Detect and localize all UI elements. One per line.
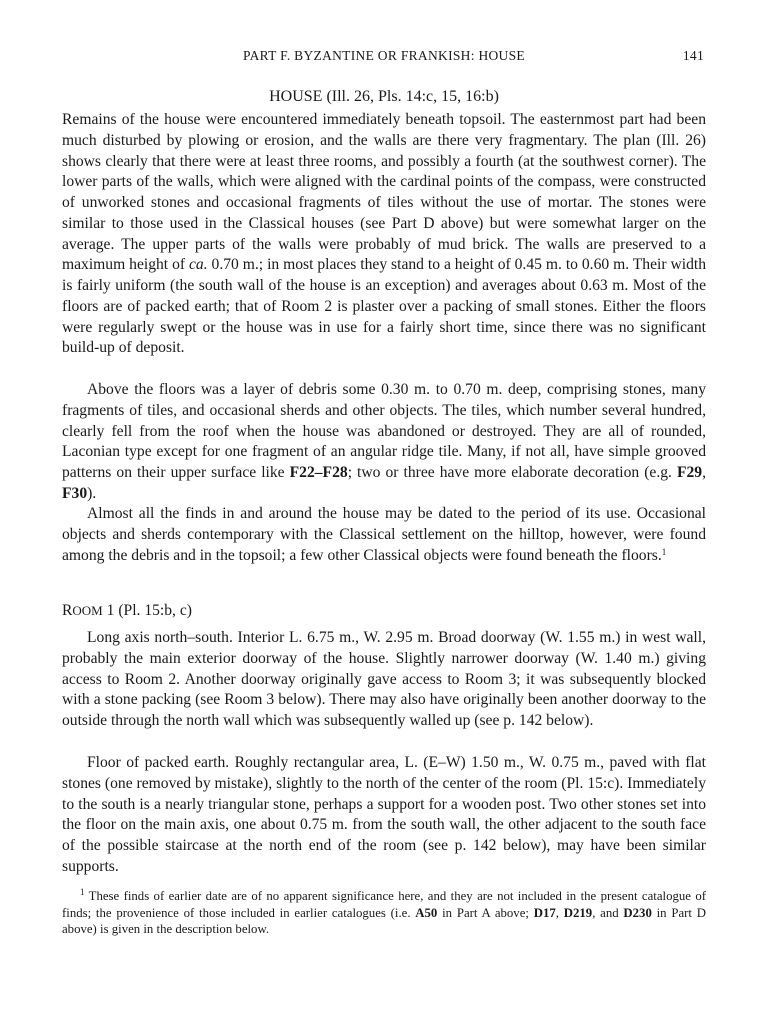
section-heading-word: OUSE	[280, 88, 323, 105]
footnote-1-marker: 1	[80, 887, 85, 897]
paragraph-2	[62, 380, 706, 505]
paragraph-3	[62, 504, 706, 566]
paragraph-1-text-b: 0.70 m.; in most places they stand to a height of 0.45 m. to 0.60 m. Their width is fairly uniform (the south wall of the house is an exception) and averages about 0.63 m. Most of the floors are of packed earth; that of Room 2 is plaster over a packing of small stones. Either the floors were regularly swept or the house was in use for a fairly short time, since there was no significant build-up of deposit.	[62, 256, 706, 357]
footnote-1-text-d: , and	[592, 905, 624, 920]
paragraph-2-text-b: ; two or three have more elaborate decoration (e.g.	[347, 464, 677, 481]
footnote-1-text-c: ,	[555, 905, 564, 920]
section-heading-cap: H	[269, 88, 281, 105]
paragraph-3-text: Almost all the finds in and around the house may be dated to the period of its use. Occasional objects and sherds contemporary with the Classical settlement on the hilltop, however, were found among the debris and in the topsoil; a few other Classical objects were found beneath the floors.	[62, 505, 706, 564]
room-1-heading-word: OOM	[72, 603, 103, 618]
page-number: 141	[682, 48, 704, 63]
room-1-heading-rest: 1 (Pl. 15:b, c)	[102, 602, 192, 619]
section-heading-refs: (Ill. 26, Pls. 14:c, 15, 16:b)	[326, 88, 499, 105]
footnote-1	[62, 888, 706, 938]
footnote-1-text-b: in Part A above;	[437, 905, 534, 920]
paragraph-3-footnote-marker: 1	[661, 546, 667, 557]
paragraph-2-text-a: Above the floors was a layer of debris some 0.30 m. to 0.70 m. deep, comprising stones, many fragments of tiles, and occasional sherds and other objects. The tiles, which number several hundred, clearly fell from the roof when the house was abandoned or destroyed. They are all of rounded, Laconian type except for one fragment of an angular ridge tile. Many, if not all, have simple grooved patterns on their upper surface like	[62, 381, 706, 481]
section-heading	[62, 88, 706, 106]
paragraph-1-text-a: Remains of the house were encountered immediately beneath topsoil. The easternmost part had been much disturbed by plowing or erosion, and the walls are there very fragmentary. The plan (Ill. 26) shows clearly that there were at least three rooms, and possibly a fourth (at the southwest corner). The lower parts of the walls, which were aligned with the cardinal points of the compass, were constructed of unworked stones and occasional fragments of tiles without the use of mortar. The stones were similar to those used in the Classical houses (see Part D above) but were somewhat larger on the average. The upper parts of the walls were probably of mud brick. The walls are preserved to a maximum height of	[62, 111, 706, 274]
footnote-ref-d219: D219	[563, 905, 593, 920]
paragraph-1-circa: ca.	[189, 256, 208, 274]
footnote-1-text-a: These finds of earlier date are of no apparent significance here, and they are not included in the present catalogue of finds; the provenience of those included in earlier catalogues (i.e.	[62, 889, 706, 920]
footnote-ref-d230: D230	[623, 905, 652, 920]
paragraph-2-text-d: ).	[87, 484, 97, 502]
paragraph-2-ref-f29: F29	[676, 464, 703, 481]
room-1-paragraph-1: Long axis north–south. Interior L. 6.75 m., W. 2.95 m. Broad doorway (W. 1.55 m.) in west wall, probably the main exterior doorway of the house. Slightly narrower doorway (W. 1.40 m.) giving access to Room 2. Another doorway originally gave access to Room 3; it was subsequently blocked with a stone packing (see Room 3 below). There may also have originally been another doorway to the outside through the north wall which was subsequently walled up (see p. 142 below).	[62, 629, 706, 729]
paragraph-1	[62, 110, 706, 359]
room-1-paragraph-2: Floor of packed earth. Roughly rectangular area, L. (E–W) 1.50 m., W. 0.75 m., paved with flat stones (one removed by mistake), slightly to the north of the center of the room (Pl. 15:c). Immediately to the south is a nearly triangular stone, perhaps a support for a wooden post. Two other stones set into the floor on the main axis, one about 0.75 m. from the south wall, the other adjacent to the south face of the possible staircase at the north end of the room (see p. 142 below), may have been similar supports.	[62, 754, 706, 875]
footnote-1-text-e: in Part D above) is given in the description below.	[62, 905, 706, 936]
room-1-heading	[62, 602, 192, 620]
paragraph-2-ref-f22-f28: F22–F28	[289, 464, 348, 481]
room-1-heading-cap: R	[62, 602, 73, 619]
running-head	[62, 48, 706, 68]
paragraph-2-text-c: ,	[702, 464, 707, 481]
paragraph-2-ref-f30: F30	[62, 484, 88, 502]
running-title: PART F. BYZANTINE OR FRANKISH: HOUSE	[243, 48, 525, 63]
footnote-ref-d17: D17	[533, 905, 556, 920]
footnote-ref-a50: A50	[415, 905, 438, 920]
